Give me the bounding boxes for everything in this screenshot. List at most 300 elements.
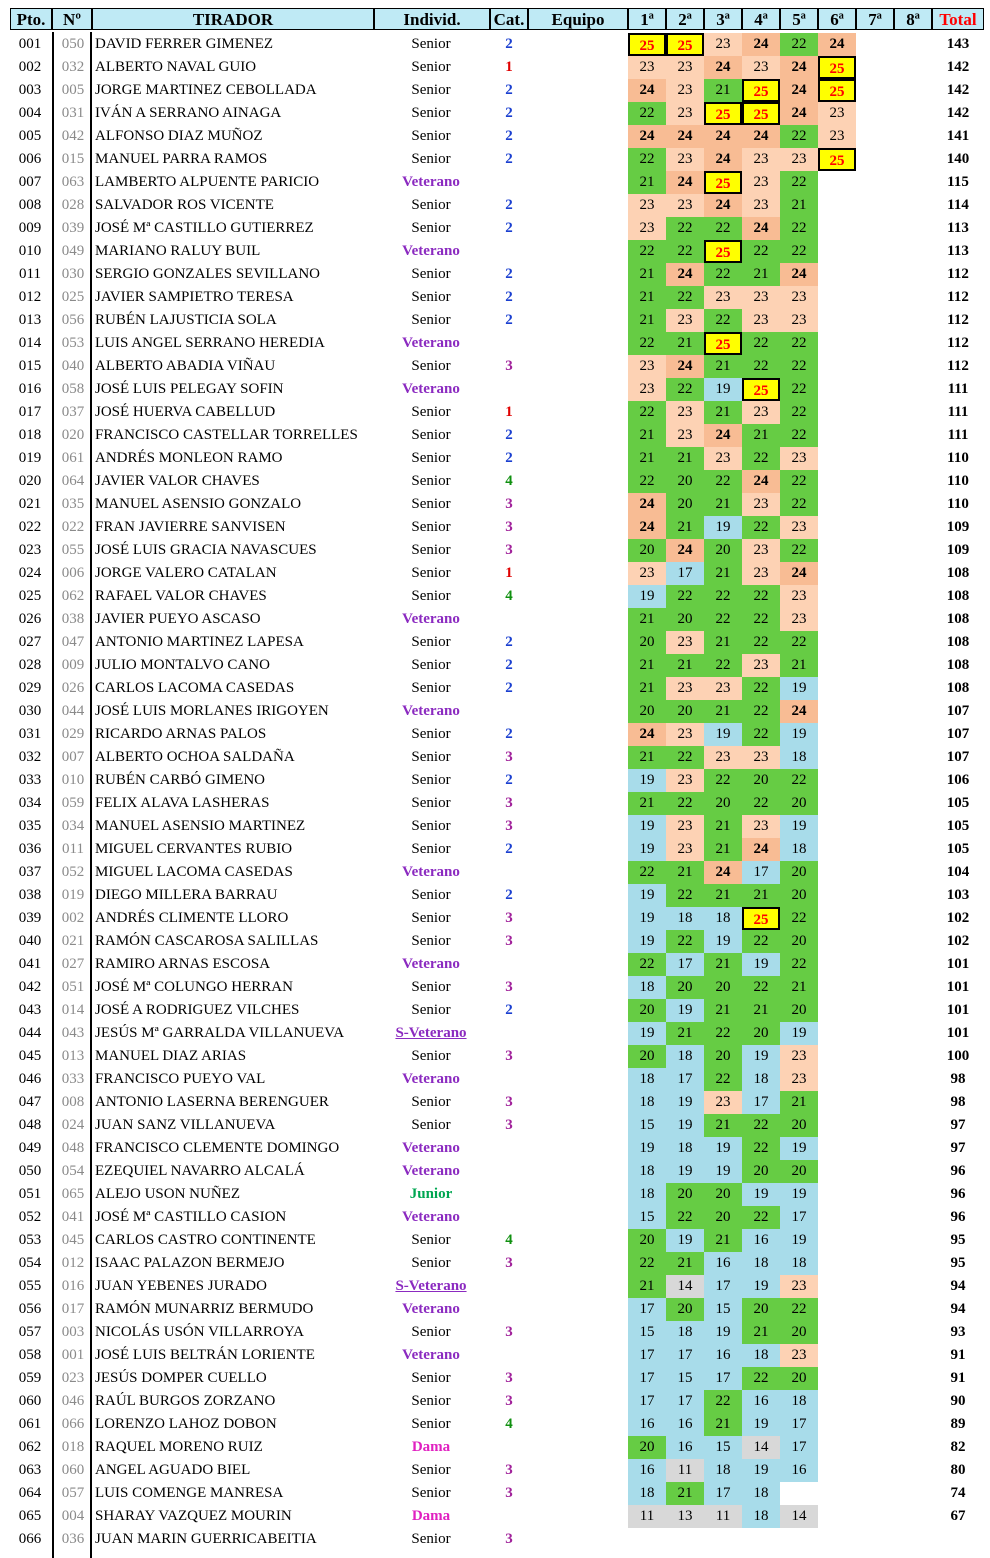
round-score: 21 — [628, 309, 666, 332]
individual-category: Senior — [411, 427, 451, 443]
table-row — [0, 1160, 990, 1183]
total-score: 141 — [946, 128, 970, 144]
total-score: 96 — [950, 1163, 966, 1179]
table-row — [0, 539, 990, 562]
round-score: 19 — [780, 677, 818, 700]
table-row — [0, 953, 990, 976]
position-cell: 052 — [18, 1209, 42, 1225]
total-score: 102 — [946, 910, 970, 926]
round-score: 20 — [704, 1183, 742, 1206]
total-score: 101 — [946, 1025, 970, 1041]
round-score: 19 — [780, 1137, 818, 1160]
round-score: 16 — [704, 1344, 742, 1367]
round-score: 20 — [628, 631, 666, 654]
round-score: 21 — [628, 654, 666, 677]
position-cell: 061 — [18, 1416, 42, 1432]
round-score: 25 — [742, 907, 780, 930]
shooter-name: JORGE MARTINEZ CEBOLLADA — [95, 82, 317, 98]
table-row — [0, 1505, 990, 1528]
position-cell: 066 — [18, 1531, 42, 1547]
round-score: 21 — [780, 976, 818, 999]
round-score: 21 — [666, 516, 704, 539]
round-score: 13 — [666, 1505, 704, 1528]
category-number — [492, 1022, 526, 1045]
individual-category: Senior — [411, 910, 451, 926]
total-score: 142 — [946, 105, 970, 121]
category-number: 3 — [505, 519, 513, 535]
individual-category: Veterano — [402, 1071, 460, 1087]
round-score: 21 — [742, 1321, 780, 1344]
round-score: 22 — [704, 1390, 742, 1413]
individual-category: Senior — [411, 1531, 451, 1547]
round-score: 11 — [704, 1505, 742, 1528]
total-score: 114 — [947, 197, 969, 213]
shooter-number: 032 — [61, 59, 85, 75]
table-row — [0, 1252, 990, 1275]
category-number — [492, 1160, 526, 1183]
round-score: 19 — [742, 1183, 780, 1206]
round-score: 23 — [742, 148, 780, 171]
position-cell: 050 — [18, 1163, 42, 1179]
shooter-number: 013 — [61, 1048, 85, 1064]
table-row — [0, 838, 990, 861]
individual-category: Senior — [411, 36, 451, 52]
round-score: 23 — [666, 723, 704, 746]
round-score: 23 — [742, 539, 780, 562]
category-number: 4 — [505, 1416, 513, 1432]
round-score: 19 — [704, 1137, 742, 1160]
shooter-number: 015 — [61, 151, 85, 167]
round-score: 21 — [780, 1091, 818, 1114]
category-number — [492, 1275, 526, 1298]
header-pto: Pto. — [10, 8, 52, 30]
individual-category: Veterano — [402, 1347, 460, 1363]
shooter-number: 065 — [61, 1186, 85, 1202]
position-cell: 033 — [18, 772, 42, 788]
round-score: 23 — [628, 56, 666, 79]
table-row — [0, 1068, 990, 1091]
total-score: 108 — [946, 634, 970, 650]
table-row — [0, 608, 990, 631]
round-score: 23 — [628, 355, 666, 378]
table-row — [0, 884, 990, 907]
round-score: 23 — [742, 56, 780, 79]
table-row — [0, 378, 990, 401]
category-number: 3 — [505, 818, 513, 834]
round-score: 20 — [704, 539, 742, 562]
total-score: 105 — [946, 818, 970, 834]
round-score: 25 — [628, 33, 666, 56]
individual-category: Senior — [411, 266, 451, 282]
category-number: 3 — [505, 358, 513, 374]
position-cell: 024 — [18, 565, 42, 581]
table-row — [0, 102, 990, 125]
round-score: 25 — [742, 378, 780, 401]
round-score: 18 — [628, 1183, 666, 1206]
round-score: 24 — [742, 217, 780, 240]
shooter-name: MARIANO RALUY BUIL — [95, 243, 261, 259]
category-number — [492, 1298, 526, 1321]
round-score: 24 — [666, 125, 704, 148]
round-score: 18 — [780, 746, 818, 769]
shooter-number: 066 — [61, 1416, 85, 1432]
table-row — [0, 1528, 990, 1551]
round-score: 22 — [780, 378, 818, 401]
round-score: 21 — [742, 263, 780, 286]
round-score: 20 — [628, 1229, 666, 1252]
round-score: 24 — [742, 33, 780, 56]
shooter-number: 059 — [61, 795, 85, 811]
shooter-name: LUIS ANGEL SERRANO HEREDIA — [95, 335, 325, 351]
round-score: 25 — [818, 148, 856, 171]
header-round-2: 2ª — [666, 8, 704, 30]
total-score: 74 — [950, 1485, 966, 1501]
shooter-number: 023 — [61, 1370, 85, 1386]
round-score: 17 — [628, 1344, 666, 1367]
position-cell: 043 — [18, 1002, 42, 1018]
total-score: 89 — [950, 1416, 966, 1432]
individual-category: Veterano — [402, 381, 460, 397]
round-score: 18 — [628, 1160, 666, 1183]
individual-category: Senior — [411, 565, 451, 581]
round-score: 22 — [780, 1298, 818, 1321]
round-score: 24 — [780, 700, 818, 723]
round-score: 16 — [628, 1413, 666, 1436]
category-number — [492, 861, 526, 884]
total-score: 80 — [950, 1462, 966, 1478]
round-score: 21 — [628, 1275, 666, 1298]
individual-category: Junior — [409, 1186, 453, 1202]
shooter-name: JOSÉ Mª CASTILLO CASION — [95, 1209, 287, 1225]
round-score: 17 — [704, 1367, 742, 1390]
shooter-number: 011 — [62, 841, 84, 857]
round-score: 17 — [666, 562, 704, 585]
round-score: 20 — [780, 1160, 818, 1183]
shooter-name: RAFAEL VALOR CHAVES — [95, 588, 267, 604]
shooter-number: 034 — [61, 818, 85, 834]
total-score: 93 — [950, 1324, 966, 1340]
shooter-number: 048 — [61, 1140, 85, 1156]
individual-category: Senior — [411, 1094, 451, 1110]
round-score: 18 — [628, 1091, 666, 1114]
total-score: 101 — [946, 1002, 970, 1018]
round-score: 21 — [704, 700, 742, 723]
round-score: 23 — [742, 654, 780, 677]
total-score: 103 — [946, 887, 970, 903]
position-cell: 023 — [18, 542, 42, 558]
round-score: 22 — [704, 769, 742, 792]
total-score: 105 — [946, 841, 970, 857]
total-score: 143 — [946, 36, 970, 52]
table-row — [0, 1091, 990, 1114]
shooter-number: 041 — [61, 1209, 85, 1225]
round-score: 16 — [666, 1413, 704, 1436]
round-score: 21 — [780, 194, 818, 217]
shooter-number: 033 — [61, 1071, 85, 1087]
round-score: 21 — [628, 792, 666, 815]
total-score: 101 — [946, 979, 970, 995]
total-score: 111 — [947, 427, 969, 443]
shooter-name: MANUEL ASENSIO GONZALO — [95, 496, 302, 512]
round-score: 17 — [628, 1298, 666, 1321]
round-score: 20 — [666, 1298, 704, 1321]
round-score: 22 — [628, 1252, 666, 1275]
shooter-number: 017 — [61, 1301, 85, 1317]
round-score: 20 — [704, 976, 742, 999]
category-number: 2 — [505, 841, 513, 857]
round-score: 16 — [666, 1436, 704, 1459]
round-score: 20 — [628, 700, 666, 723]
round-score: 14 — [742, 1436, 780, 1459]
shooter-name: ALFONSO DIAZ MUÑOZ — [95, 128, 263, 144]
shooter-name: MANUEL PARRA RAMOS — [95, 151, 268, 167]
table-row — [0, 769, 990, 792]
round-score: 22 — [742, 930, 780, 953]
shooter-name: JORGE VALERO CATALAN — [95, 565, 277, 581]
category-number: 2 — [505, 1002, 513, 1018]
round-score: 19 — [742, 1275, 780, 1298]
round-score: 18 — [666, 907, 704, 930]
round-score: 24 — [780, 102, 818, 125]
round-score: 11 — [628, 1505, 666, 1528]
round-score: 23 — [666, 102, 704, 125]
round-score: 19 — [704, 930, 742, 953]
shooter-number: 044 — [61, 703, 85, 719]
individual-category: Senior — [411, 1485, 451, 1501]
position-cell: 036 — [18, 841, 42, 857]
position-cell: 057 — [18, 1324, 42, 1340]
round-score: 24 — [780, 56, 818, 79]
round-score: 22 — [704, 654, 742, 677]
total-score: 90 — [950, 1393, 966, 1409]
round-score: 22 — [742, 608, 780, 631]
round-score: 22 — [628, 240, 666, 263]
shooter-number: 046 — [61, 1393, 85, 1409]
table-row — [0, 999, 990, 1022]
round-score: 17 — [780, 1413, 818, 1436]
total-score: 110 — [947, 450, 969, 466]
shooter-number: 004 — [61, 1508, 85, 1524]
round-score: 22 — [780, 907, 818, 930]
table-row — [0, 1114, 990, 1137]
round-score: 17 — [666, 1390, 704, 1413]
category-number: 3 — [505, 910, 513, 926]
shooter-name: JESÚS Mª GARRALDA VILLANUEVA — [95, 1025, 345, 1041]
round-score: 23 — [628, 194, 666, 217]
round-score: 25 — [704, 171, 742, 194]
category-number: 3 — [505, 1393, 513, 1409]
shooter-number: 063 — [61, 174, 85, 190]
table-row — [0, 562, 990, 585]
round-score: 16 — [780, 1459, 818, 1482]
round-score: 20 — [742, 1298, 780, 1321]
individual-category: Senior — [411, 588, 451, 604]
round-score: 19 — [780, 1183, 818, 1206]
total-score: 112 — [947, 289, 969, 305]
round-score: 19 — [704, 1321, 742, 1344]
individual-category: Senior — [411, 726, 451, 742]
position-cell: 018 — [18, 427, 42, 443]
total-score: 113 — [947, 243, 969, 259]
category-number: 3 — [505, 542, 513, 558]
round-score: 23 — [742, 815, 780, 838]
round-score: 20 — [742, 1160, 780, 1183]
shooter-name: JOSÉ HUERVA CABELLUD — [95, 404, 276, 420]
table-row — [0, 585, 990, 608]
individual-category: Veterano — [402, 1163, 460, 1179]
round-score: 19 — [780, 1229, 818, 1252]
individual-category: S-Veterano — [395, 1278, 467, 1294]
round-score: 23 — [742, 562, 780, 585]
position-cell: 058 — [18, 1347, 42, 1363]
round-score: 23 — [666, 56, 704, 79]
shooter-name: JESÚS DOMPER CUELLO — [95, 1370, 267, 1386]
category-number: 2 — [505, 726, 513, 742]
round-score: 21 — [704, 401, 742, 424]
shooter-number: 062 — [61, 588, 85, 604]
table-row — [0, 1367, 990, 1390]
round-score: 21 — [628, 447, 666, 470]
shooter-number: 010 — [61, 772, 85, 788]
table-row — [0, 194, 990, 217]
category-number: 2 — [505, 82, 513, 98]
round-score: 21 — [628, 424, 666, 447]
individual-category: Senior — [411, 542, 451, 558]
table-row — [0, 1298, 990, 1321]
shooter-number: 045 — [61, 1232, 85, 1248]
round-score: 19 — [742, 953, 780, 976]
table-row — [0, 792, 990, 815]
position-cell: 048 — [18, 1117, 42, 1133]
individual-category: Veterano — [402, 611, 460, 627]
individual-category: Dama — [411, 1439, 451, 1455]
header-equipo: Equipo — [528, 8, 628, 30]
individual-category: Senior — [411, 1117, 451, 1133]
round-score: 24 — [704, 424, 742, 447]
shooter-name: SHARAY VAZQUEZ MOURIN — [95, 1508, 292, 1524]
individual-category: Veterano — [402, 1301, 460, 1317]
round-score: 24 — [666, 539, 704, 562]
round-score: 20 — [780, 1114, 818, 1137]
table-row — [0, 700, 990, 723]
individual-category: Senior — [411, 818, 451, 834]
table-row — [0, 355, 990, 378]
round-score: 23 — [666, 401, 704, 424]
individual-category: Senior — [411, 795, 451, 811]
round-score: 21 — [628, 171, 666, 194]
round-score: 22 — [666, 585, 704, 608]
individual-category: Senior — [411, 496, 451, 512]
category-number: 2 — [505, 197, 513, 213]
round-score: 25 — [704, 332, 742, 355]
total-score: 110 — [947, 473, 969, 489]
shooter-name: FRAN JAVIERRE SANVISEN — [95, 519, 286, 535]
shooter-name: JAVIER SAMPIETRO TERESA — [95, 289, 294, 305]
individual-category: Senior — [411, 358, 451, 374]
round-score: 21 — [666, 861, 704, 884]
round-score: 23 — [780, 1045, 818, 1068]
shooter-name: ANDRÉS MONLEON RAMO — [95, 450, 283, 466]
round-score: 23 — [704, 447, 742, 470]
position-cell: 017 — [18, 404, 42, 420]
category-number: 3 — [505, 1324, 513, 1340]
shooter-number: 039 — [61, 220, 85, 236]
shooter-name: RAQUEL MORENO RUIZ — [95, 1439, 263, 1455]
table-row — [0, 171, 990, 194]
round-score: 24 — [704, 148, 742, 171]
category-number — [492, 240, 526, 263]
position-cell: 047 — [18, 1094, 42, 1110]
individual-category: Veterano — [402, 864, 460, 880]
shooter-name: FRANCISCO PUEYO VAL — [95, 1071, 266, 1087]
shooter-number: 056 — [61, 312, 85, 328]
round-score: 21 — [704, 631, 742, 654]
total-score: 96 — [950, 1209, 966, 1225]
round-score: 22 — [780, 125, 818, 148]
position-cell: 012 — [18, 289, 42, 305]
table-row — [0, 125, 990, 148]
position-cell: 032 — [18, 749, 42, 765]
round-score: 22 — [704, 470, 742, 493]
round-score: 21 — [628, 677, 666, 700]
category-number: 3 — [505, 933, 513, 949]
round-score: 20 — [780, 884, 818, 907]
round-score: 24 — [704, 125, 742, 148]
round-score: 20 — [666, 608, 704, 631]
round-score: 21 — [742, 999, 780, 1022]
shooter-name: FRANCISCO CASTELLAR TORRELLES — [95, 427, 358, 443]
individual-category: S-Veterano — [395, 1025, 467, 1041]
round-score: 23 — [780, 447, 818, 470]
individual-category: Senior — [411, 680, 451, 696]
round-score: 25 — [742, 79, 780, 102]
round-score: 20 — [780, 1367, 818, 1390]
total-score: 108 — [946, 565, 970, 581]
shooter-name: JOSÉ LUIS GRACIA NAVASCUES — [95, 542, 317, 558]
position-cell: 019 — [18, 450, 42, 466]
shooter-number: 054 — [61, 1163, 85, 1179]
shooter-number: 051 — [61, 979, 85, 995]
position-cell: 027 — [18, 634, 42, 650]
total-score: 107 — [946, 749, 970, 765]
round-score: 17 — [666, 1068, 704, 1091]
category-number: 2 — [505, 220, 513, 236]
round-score: 21 — [704, 1229, 742, 1252]
round-score: 22 — [628, 148, 666, 171]
round-score: 20 — [628, 539, 666, 562]
table-row — [0, 217, 990, 240]
round-score: 18 — [780, 838, 818, 861]
table-row — [0, 930, 990, 953]
position-cell: 013 — [18, 312, 42, 328]
position-cell: 015 — [18, 358, 42, 374]
round-score: 19 — [628, 1022, 666, 1045]
individual-category: Senior — [411, 450, 451, 466]
shooter-name: JOSÉ LUIS PELEGAY SOFIN — [95, 381, 284, 397]
round-score: 21 — [704, 953, 742, 976]
round-score: 23 — [742, 746, 780, 769]
total-score: 105 — [946, 795, 970, 811]
position-cell: 014 — [18, 335, 42, 351]
position-cell: 025 — [18, 588, 42, 604]
category-number — [492, 953, 526, 976]
category-number: 3 — [505, 1094, 513, 1110]
position-cell: 029 — [18, 680, 42, 696]
round-score: 19 — [628, 815, 666, 838]
round-score: 20 — [780, 930, 818, 953]
round-score: 20 — [704, 1206, 742, 1229]
round-score: 22 — [780, 769, 818, 792]
